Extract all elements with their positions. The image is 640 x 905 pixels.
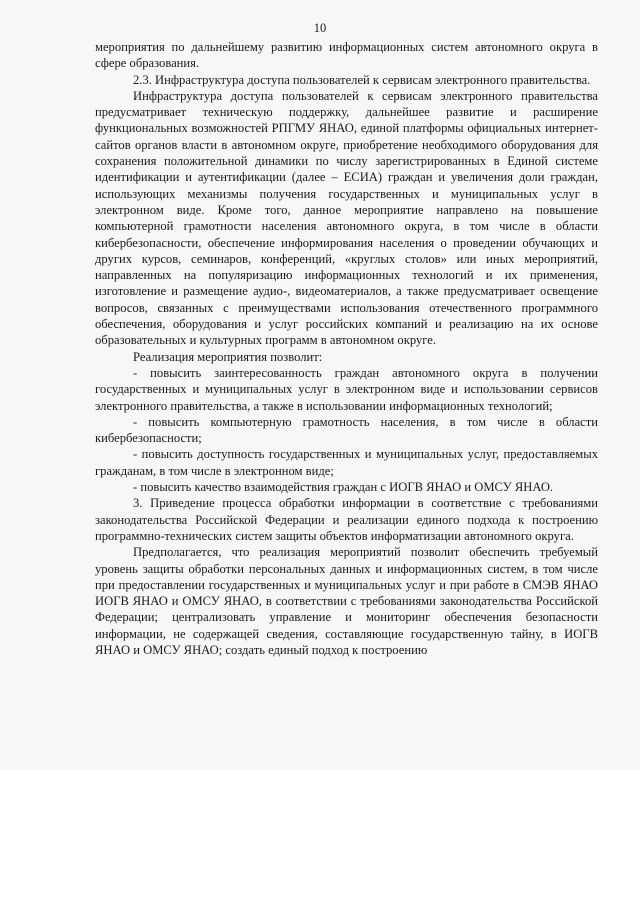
list-item-interest: - повысить заинтересованность граждан автономного округа в получении государственных и муниципальных услуг в электронном виде и использовании сервисов электронного правительства, а также в использовании информационных технологий;	[95, 365, 598, 413]
paragraph-infrastructure: Инфраструктура доступа пользователей к сервисам электронного правительства предусматривает техническую поддержку, дальнейшее развитие и расширение функциональных возможностей РПГМУ ЯНАО, единой платформы официальных интернет-сайтов органов власти в автономном округе, приобретение необходимого оборудования для сохранения положительной динамики по числу зарегистрированных в Единой системе идентификации и аутентификации (далее – ЕСИА) граждан и увеличения доли граждан, использующих механизмы получения государственных и муниципальных услуг в электронном виде. Кроме того, данное мероприятие направлено на повышение компьютерной грамотности населения автономного округа, в том числе в области кибербезопасности, обеспечение информирования населения о проведении обучающих и других курсов, семинаров, конференций, «круглых столов» или иных мероприятий, направленных на популяризацию информационных технологий и их применения, изготовление и размещение аудио-, видеоматериалов, а также предусматривает освещение вопросов, связанных с преимуществами использования отечественного программного обеспечения, оборудования и услуг российских компаний и реализацию на их основе образовательных и культурных программ в автономном округе.	[95, 88, 598, 348]
document-body	[95, 39, 598, 658]
paragraph-results-intro: Реализация мероприятия позволит:	[133, 349, 323, 364]
list-item-literacy: - повысить компьютерную грамотность населения, в том числе в области кибербезопасности;	[95, 414, 598, 446]
paragraph-continuation: мероприятия по дальнейшему развитию информационных систем автономного округа в сфере образования.	[95, 40, 598, 71]
list-item-interaction: - повысить качество взаимодействия граждан с ИОГВ ЯНАО и ОМСУ ЯНАО.	[133, 480, 554, 495]
section-heading-2-3: 2.3. Инфраструктура доступа пользователей к сервисам электронного правительства.	[133, 72, 591, 87]
paragraph-protection: Предполагается, что реализация мероприятий позволит обеспечить требуемый уровень защиты обработки персональных данных и информационных систем, в том числе при предоставлении государственных и муниципальных услуг и при работе в СМЭВ ЯНАО ИОГВ ЯНАО и ОМСУ ЯНАО, в соответствии с требованиями законодательства Российской Федерации; централизовать управление и мониторинг обеспечения безопасности информации, не содержащей сведения, составляющие государственную тайну, в ИОГВ ЯНАО и ОМСУ ЯНАО; создать единый подход к построению	[95, 545, 598, 657]
list-item-accessibility: - повысить доступность государственных и муниципальных услуг, предоставляемых гражданам, в том числе в электронном виде;	[95, 447, 598, 478]
page-number: 10	[313, 21, 327, 35]
section-heading-3: 3. Приведение процесса обработки информации в соответствие с требованиями законодательства Российской Федерации и реализации единого подхода к построению программно-технических систем защиты объектов информатизации автономного округа.	[95, 496, 598, 543]
